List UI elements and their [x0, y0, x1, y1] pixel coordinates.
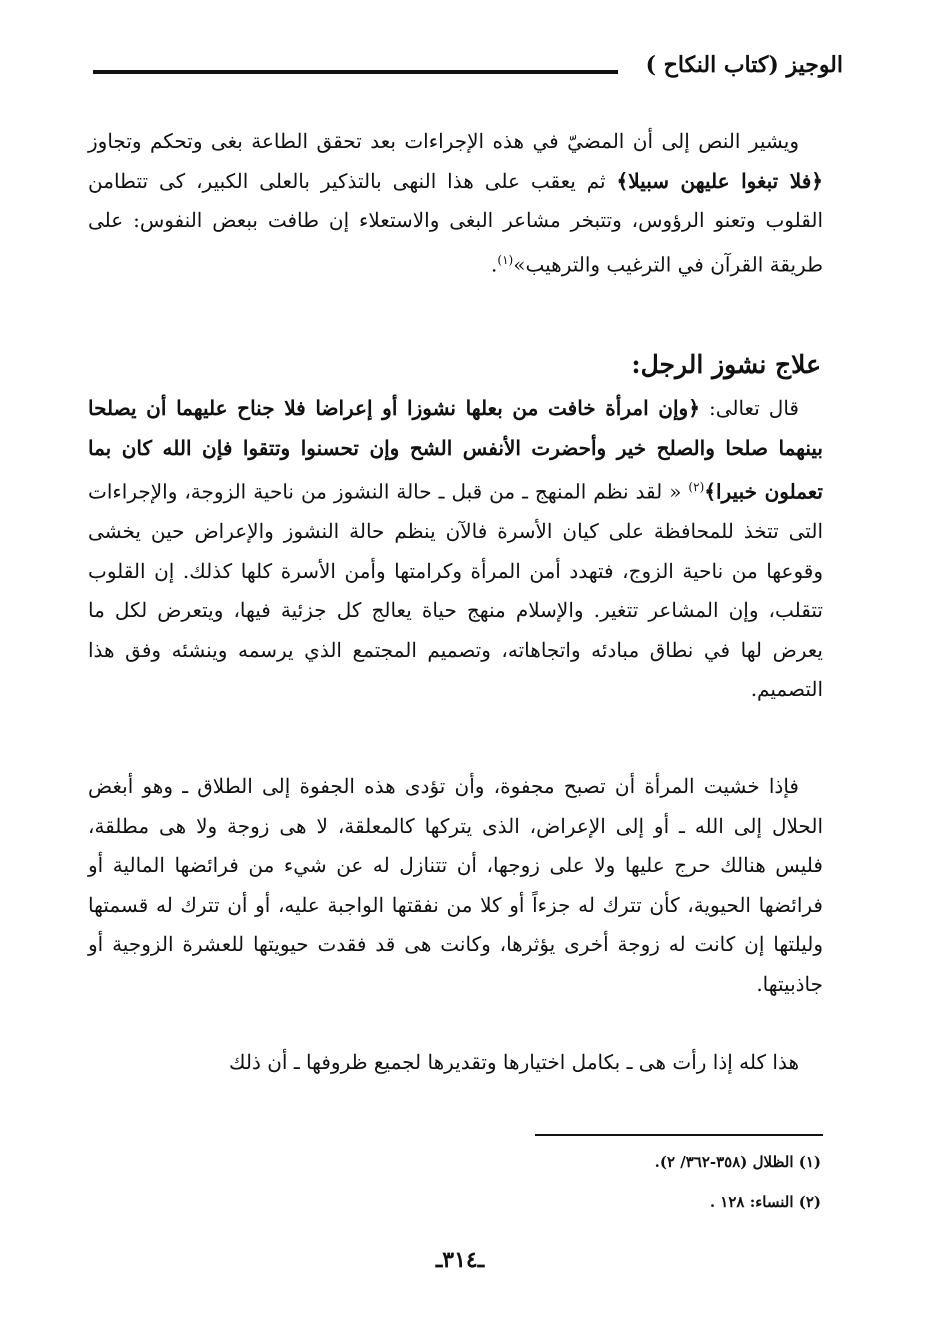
paragraph-3	[88, 767, 823, 1004]
paragraph-1	[88, 122, 823, 285]
footnote-2: (٢) النساء: ١٢٨ .	[709, 1193, 821, 1211]
quran-verse-2: ﴿وإن امرأة خافت من بعلها نشوزا أو إعراضا فلا جناح عليهما أن يصلحا بينهما صلحا والصلح خير وأحضرت الأنفس الشح وإن تحسنوا وتتقوا فإن الله كان بما تعملون خبيرا﴾	[88, 396, 823, 504]
page-number: ـ٣١٤ـ	[435, 1247, 485, 1273]
header-rule	[93, 70, 618, 74]
paragraph-2-intro: قال تعالى:	[699, 396, 799, 420]
footnote-rule	[535, 1134, 823, 1136]
paragraph-1-text-b: ثم يعقب على هذا النهى بالتذكير بالعلى الكبير، كى تتطامن القلوب وتعنو الرؤوس، وتتبخر مشاعر البغى والاستعلاء إن طافت ببعض النفوس: على طريقة القرآن في الترغيب والترهيب»	[88, 168, 823, 277]
running-header-title: الوجيز (كتاب النكاح )	[645, 52, 843, 78]
paragraph-3-text: فإذا خشيت المرأة أن تصبح مجفوة، وأن تؤدى هذه الجفوة إلى الطلاق ـ وهو أبغض الحلال إلى الله ـ أو إلى الإعراض، الذى يتركها كالمعلقة، لا هى زوجة ولا هى مطلقة، فليس هنالك حرج عليها ولا على زوجها، أن تتنازل له عن شيء من فرائضها المالية أو فرائضها الحيوية، كأن تترك له جزءاً أو كلا من نفقتها الواجبة عليه، أو أن تترك له قسمتها وليلتها إن كانت له زوجة أخرى يؤثرها، وكانت هى قد فقدت حيويتها للعشرة الزوجية أو جاذبيتها.	[88, 774, 823, 996]
paragraph-1-end: .	[491, 252, 498, 277]
footnote-ref-2: (٢)	[688, 480, 705, 494]
paragraph-2-text: « لقد نظم المنهج ـ من قبل ـ حالة النشوز من ناحية الزوجة، والإجراءات التى تتخذ للمحافظة على كيان الأسرة فالآن ينظم حالة النشوز والإعراض حين يخشى وقوعها من ناحية الزوج، فتهدد أمن المرأة وكرامتها وأمن الأسرة كلها كذلك. إن القلوب تتقلب، وإن المشاعر تتغير. والإسلام منهج حياة يعالج كل جزئية فيها، ويتعرض لكل ما يعرض لها في نطاق مبادئه واتجاهاته، وتصميم المجتمع الذي يرسمه وينشئه وفق هذا التصميم.	[88, 479, 823, 702]
paragraph-4	[88, 1043, 823, 1083]
paragraph-2	[88, 389, 823, 710]
quran-verse-1: ﴿فلا تبغوا عليهن سبيلا﴾	[616, 168, 823, 193]
footnote-ref-1: (١)	[497, 252, 514, 267]
footnote-1: (١) الظلال (٣٥٨-٣٦٢/ ٢).	[654, 1153, 821, 1171]
paragraph-1-text-a: ويشير النص إلى أن المضيّ في هذه الإجراءات بعد تحقق الطاعة بغى وتحكم وتجاوز	[88, 129, 799, 153]
paragraph-4-text: هذا كله إذا رأت هى ـ بكامل اختيارها وتقديرها لجميع ظروفها ـ أن ذلك	[229, 1050, 799, 1074]
section-heading: علاج نشوز الرجل:	[631, 350, 821, 379]
